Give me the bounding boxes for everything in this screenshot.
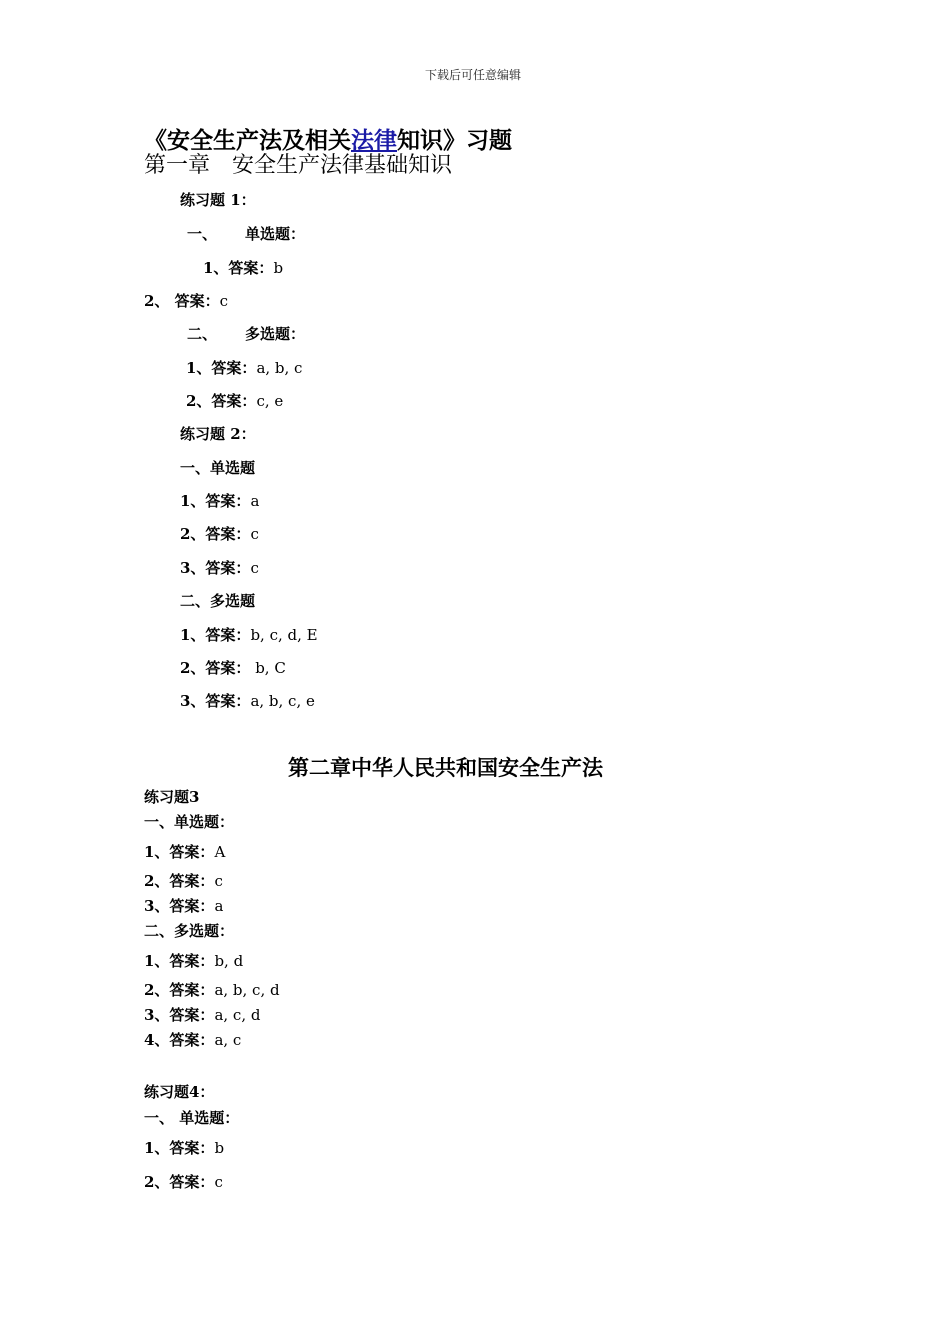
ex3-s1-heading: 一、单选题： xyxy=(144,813,235,831)
ex2-s2-heading: 二、多选题 xyxy=(180,592,256,610)
answer-line: 1、答案：a xyxy=(180,492,260,510)
answer-line: 2、答案：c xyxy=(180,525,259,543)
ex1-s2-num: 二、 xyxy=(187,325,218,343)
answer-line: 1、答案：b xyxy=(144,1139,225,1157)
chapter1-title: 第一章 安全生产法律基础知识 xyxy=(144,153,453,178)
title-link[interactable]: 法律 xyxy=(351,128,397,154)
ex1-s1-heading: 单选题： xyxy=(245,225,306,243)
answer-line: 1、答案：a, b, c xyxy=(186,359,303,377)
ex1-s1-num: 一、 xyxy=(187,225,218,243)
answer-line: 3、答案：a, c, d xyxy=(144,1006,261,1024)
ex3-label: 练习题3 xyxy=(144,788,200,806)
answer-line: 3、答案：c xyxy=(180,559,259,577)
ex4-label: 练习题4： xyxy=(144,1083,215,1101)
answer-line: 1、答案：b xyxy=(203,259,284,277)
chapter2-title: 第二章中华人民共和国安全生产法 xyxy=(288,755,603,780)
answer-line: 1、答案：b, c, d, E xyxy=(180,626,318,644)
answer-line: 1、答案：b, d xyxy=(144,952,244,970)
ex3-s2-heading: 二、多选题： xyxy=(144,922,235,940)
ex1-s2-heading: 多选题： xyxy=(245,325,306,343)
ex2-s1-heading: 一、单选题 xyxy=(180,459,256,477)
answer-line: 2、答案： b, C xyxy=(180,659,286,677)
title-post: 知识》习题 xyxy=(397,128,512,154)
answer-line: 3、答案：a, b, c, e xyxy=(180,692,315,710)
answer-line: 2、答案：c, e xyxy=(186,392,284,410)
page-header: 下载后可任意编辑 xyxy=(425,68,522,82)
answer-line: 2、答案：c xyxy=(144,872,223,890)
answer-line: 1、答案：A xyxy=(144,843,226,861)
title-pre: 《安全生产法及相关 xyxy=(144,128,351,154)
answer-line: 3、答案：a xyxy=(144,897,224,915)
answer-line: 2、 答案：c xyxy=(144,292,229,310)
answer-line: 2、答案：a, b, c, d xyxy=(144,981,280,999)
answer-line: 4、答案：a, c xyxy=(144,1031,242,1049)
ex1-label: 练习题 1： xyxy=(180,191,256,209)
ex4-s1-heading: 一、 单选题： xyxy=(144,1109,240,1127)
ex2-label: 练习题 2： xyxy=(180,425,256,443)
answer-line: 2、答案：c xyxy=(144,1173,223,1191)
